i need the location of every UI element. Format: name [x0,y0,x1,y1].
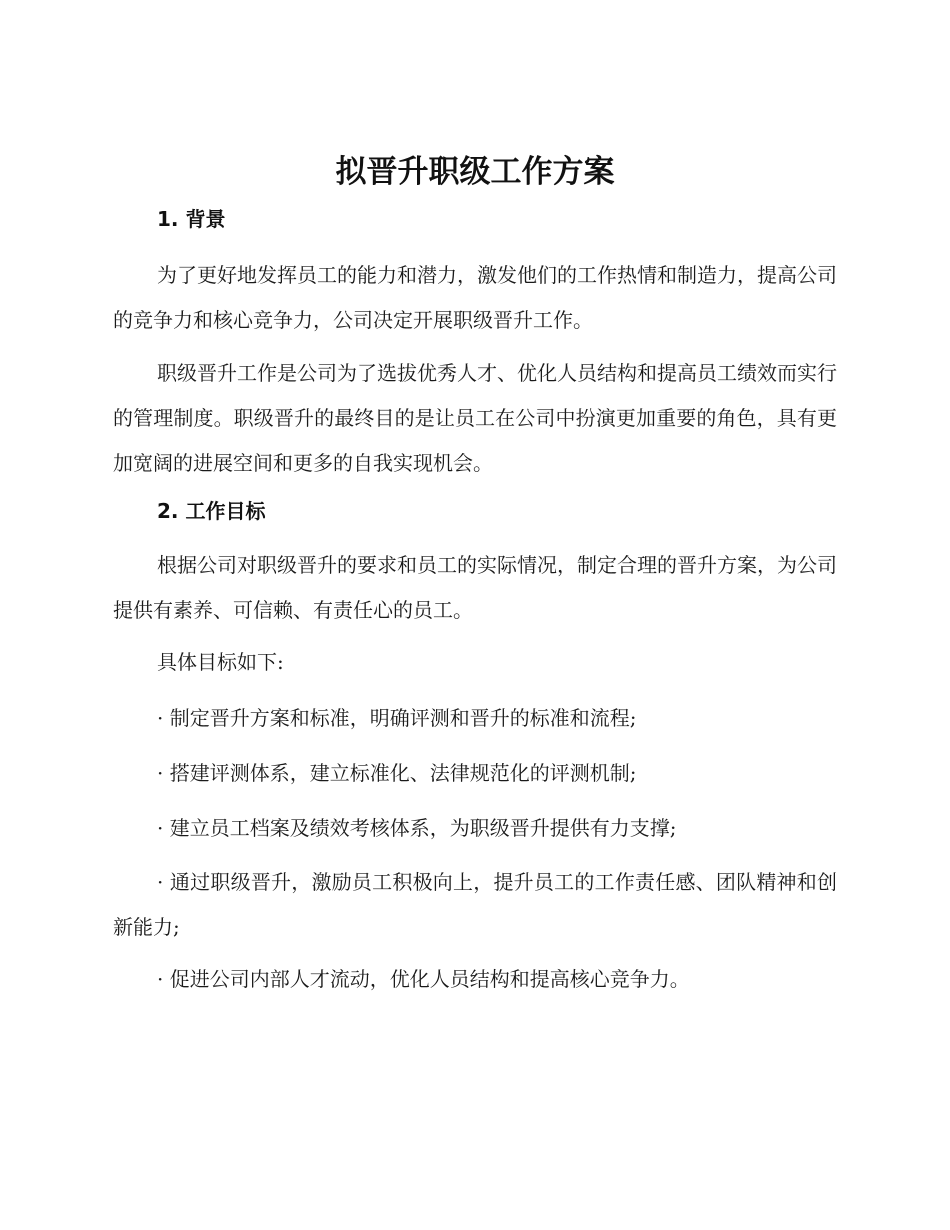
goal-item-1: · 制定晋升方案和标准，明确评测和晋升的标准和流程; [157,706,637,730]
goal-item-2: · 搭建评测体系，建立标准化、法律规范化的评测机制; [157,761,637,785]
document-title: 拟晋升职级工作方案 [335,154,615,190]
goals-intro: 具体目标如下: [157,650,284,674]
goal-item-3: · 建立员工档案及绩效考核体系，为职级晋升提供有力支撑; [157,816,677,840]
goal-item-4: · 通过职级晋升，激励员工积极向上，提升员工的工作责任感、团队精神和创新能力; [113,870,837,939]
paragraph-background-2: 职级晋升工作是公司为了选拔优秀人才、优化人员结构和提高员工绩效而实行的管理制度。职级晋升的最终目的是让员工在公司中扮演更加重要的角色，具有更加宽阔的进展空间和更多的自我实现机会。 [113,361,837,475]
paragraph-background-1: 为了更好地发挥员工的能力和潜力，激发他们的工作热情和制造力，提高公司的竞争力和核心竞争力，公司决定开展职级晋升工作。 [113,263,837,332]
paragraph-goals: 根据公司对职级晋升的要求和员工的实际情况，制定合理的晋升方案，为公司提供有素养、可信赖、有责任心的员工。 [113,553,837,622]
goal-item-5: · 促进公司内部人才流动，优化人员结构和提高核心竞争力。 [157,967,690,991]
section-heading-background: 1. 背景 [157,207,226,231]
section-heading-goals: 2. 工作目标 [157,499,266,523]
